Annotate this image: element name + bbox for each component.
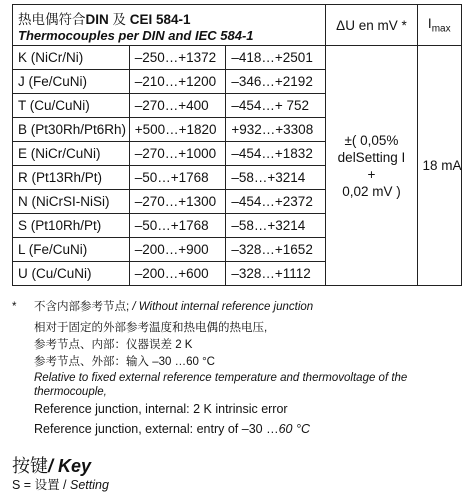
imax-main: I bbox=[427, 15, 432, 31]
accuracy-cell bbox=[326, 46, 417, 286]
accuracy-line-4: 0,02 mV ) bbox=[342, 183, 401, 199]
title-en: Thermocouples per DIN and IEC 584-1 bbox=[18, 27, 254, 43]
key-title-en: / Key bbox=[48, 456, 92, 476]
type-cell: B (Pt30Rh/Pt6Rh) bbox=[13, 118, 130, 142]
note-external-en-prefix: Reference junction, external: entry of –30 … bbox=[34, 422, 279, 436]
footnote-no-ref-cn: 不含内部参考节点; bbox=[34, 301, 133, 313]
key-line-prefix: S = 设置 / bbox=[12, 478, 71, 492]
key-line-setting: Setting bbox=[70, 478, 109, 492]
delta-u-label: ΔU en mV bbox=[336, 17, 398, 33]
range-c-cell: –270…+400 bbox=[129, 94, 226, 118]
accuracy-line-3: + bbox=[367, 166, 376, 182]
type-cell: K (NiCr/Ni) bbox=[13, 46, 130, 70]
range-c-cell: –200…+600 bbox=[129, 262, 226, 286]
type-cell: R (Pt13Rh/Pt) bbox=[13, 166, 130, 190]
range-f-cell: –328…+1112 bbox=[226, 262, 326, 286]
note-relative-en-2: thermocouple, bbox=[34, 386, 107, 398]
range-f-cell: +932…+3308 bbox=[226, 118, 326, 142]
thermocouple-table bbox=[12, 4, 462, 286]
table-row bbox=[13, 46, 462, 70]
accuracy-line-1: ±( 0,05% bbox=[344, 132, 399, 148]
range-c-cell: +500…+1820 bbox=[129, 118, 226, 142]
accuracy-line-2: delSetting I bbox=[337, 149, 406, 165]
title-din: DIN bbox=[85, 11, 109, 27]
title-cn: 热电偶符合 bbox=[18, 11, 86, 27]
range-c-cell: –200…+900 bbox=[129, 238, 226, 262]
table-header-row bbox=[13, 5, 462, 46]
range-f-cell: –346…+2192 bbox=[226, 70, 326, 94]
range-f-cell: –58…+3214 bbox=[226, 214, 326, 238]
range-c-cell: –250…+1372 bbox=[129, 46, 226, 70]
note-relative-en-1: Relative to fixed external reference temperature and thermovoltage of the bbox=[34, 372, 408, 384]
range-c-cell: –210…+1200 bbox=[129, 70, 226, 94]
range-f-cell: –454…+1832 bbox=[226, 142, 326, 166]
note-external-en-suffix: 60 °C bbox=[278, 422, 310, 436]
range-f-cell: –418…+2501 bbox=[226, 46, 326, 70]
range-f-cell: –58…+3214 bbox=[226, 166, 326, 190]
imax-header bbox=[417, 5, 461, 46]
imax-cell: 18 mA bbox=[417, 46, 461, 286]
type-cell: J (Fe/CuNi) bbox=[13, 70, 130, 94]
range-c-cell: –50…+1768 bbox=[129, 166, 226, 190]
range-c-cell: –270…+1300 bbox=[129, 190, 226, 214]
imax-sub: max bbox=[431, 23, 451, 35]
key-title-cn: 按键 bbox=[12, 456, 48, 476]
range-c-cell: –50…+1768 bbox=[129, 214, 226, 238]
type-cell: L (Fe/CuNi) bbox=[13, 238, 130, 262]
footnote-star: * bbox=[12, 301, 17, 313]
range-c-cell: –270…+1000 bbox=[129, 142, 226, 166]
note-relative-cn: 相对于固定的外部参考温度和热电偶的热电压, bbox=[34, 322, 268, 334]
range-f-cell: –328…+1652 bbox=[226, 238, 326, 262]
type-cell: T (Cu/CuNi) bbox=[13, 94, 130, 118]
note-external-en bbox=[12, 419, 467, 439]
range-f-cell: –454…+2372 bbox=[226, 190, 326, 214]
type-cell: U (Cu/CuNi) bbox=[13, 262, 130, 286]
table-title bbox=[13, 5, 326, 46]
title-and: 及 bbox=[108, 11, 130, 27]
delta-u-star: * bbox=[397, 17, 407, 33]
footnote-no-ref-en: / Without internal reference junction bbox=[132, 301, 314, 313]
title-cei: CEI 584-1 bbox=[129, 11, 191, 27]
range-f-cell: –454…+ 752 bbox=[226, 94, 326, 118]
note-internal-en: Reference junction, internal: 2 K intrinsic error bbox=[34, 402, 288, 416]
type-cell: E (NiCr/CuNi) bbox=[13, 142, 130, 166]
note-external-cn: 参考节点、外部：输入 –30 …60 °C bbox=[34, 356, 215, 368]
footnotes bbox=[12, 298, 467, 439]
note-internal-cn: 参考节点、内部：仪器误差 2 K bbox=[34, 339, 193, 351]
footnote-no-reference bbox=[12, 298, 467, 314]
type-cell: N (NiCrSI-NiSi) bbox=[13, 190, 130, 214]
type-cell: S (Pt10Rh/Pt) bbox=[13, 214, 130, 238]
delta-u-header bbox=[326, 5, 417, 46]
key-setting-line bbox=[12, 475, 109, 493]
